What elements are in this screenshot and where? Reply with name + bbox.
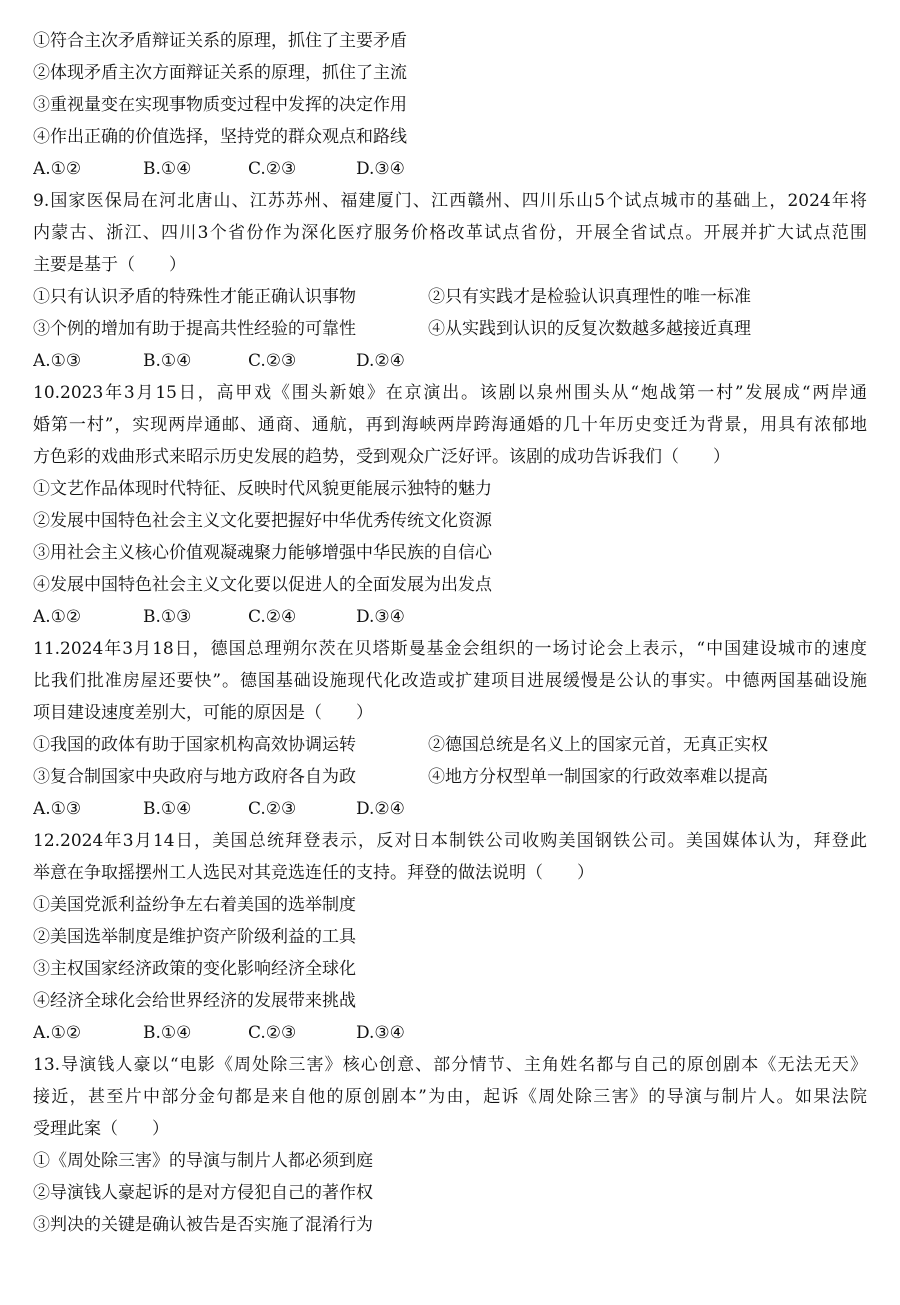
q8-option-1: ①符合主次矛盾辩证关系的原理，抓住了主要矛盾: [33, 31, 407, 51]
answer-choice-d: D.③④: [356, 159, 405, 179]
q9-option-3: ③个例的增加有助于提高共性经验的可靠性: [33, 319, 356, 339]
answer-choice-a: A.①③: [33, 799, 82, 819]
q9-option-1: ①只有认识矛盾的特殊性才能正确认识事物: [33, 287, 356, 307]
answer-choice-a: A.①②: [33, 1023, 82, 1043]
q10-option-2: ②发展中国特色社会主义文化要把握好中华优秀传统文化资源: [33, 511, 492, 531]
q13-stem-line-2: 接近，甚至片中部分金句都是来自他的原创剧本”为由，起诉《周处除三害》的导演与制片人。如果法院: [33, 1087, 867, 1107]
q11-option-2: ②德国总统是名义上的国家元首，无真正实权: [428, 735, 768, 755]
answer-choice-a: A.①②: [33, 607, 82, 627]
q11-option-row-2: [33, 761, 867, 793]
q9-option-4: ④从实践到认识的反复次数越多越接近真理: [428, 319, 751, 339]
q9-stem-line-3: 主要是基于（ ）: [33, 255, 186, 275]
q10-option-3: ③用社会主义核心价值观凝魂聚力能够增强中华民族的自信心: [33, 543, 492, 563]
q10-option-1: ①文艺作品体现时代特征、反映时代风貌更能展示独特的魅力: [33, 479, 492, 499]
q12-option-2: ②美国选举制度是维护资产阶级利益的工具: [33, 927, 356, 947]
q10-answer-row: [33, 601, 867, 633]
answer-choice-c: C.②③: [248, 351, 297, 371]
q11-stem-line-2: 比我们批准房屋还要快”。德国基础设施现代化改造或扩建项目进展缓慢是公认的事实。中德两国基础设施: [33, 671, 867, 691]
answer-choice-d: D.③④: [356, 1023, 405, 1043]
q11-stem-line-3: 项目建设速度差别大，可能的原因是（ ）: [33, 703, 373, 723]
q13-option-1: ①《周处除三害》的导演与制片人都必须到庭: [33, 1151, 373, 1171]
answer-choice-c: C.②④: [248, 607, 297, 627]
q12-answer-row: [33, 1017, 867, 1049]
q12-option-4: ④经济全球化会给世界经济的发展带来挑战: [33, 991, 356, 1011]
answer-choice-b: B.①④: [143, 159, 192, 179]
answer-choice-d: D.②④: [356, 799, 405, 819]
q13-stem-line-3: 受理此案（ ）: [33, 1119, 169, 1139]
q12-option-3: ③主权国家经济政策的变化影响经济全球化: [33, 959, 356, 979]
q9-option-row-2: [33, 313, 867, 345]
q13-stem-line-1: 13.导演钱人豪以“电影《周处除三害》核心创意、部分情节、主角姓名都与自己的原创剧本《无法无天》: [33, 1055, 867, 1075]
q8-option-3: ③重视量变在实现事物质变过程中发挥的决定作用: [33, 95, 407, 115]
q9-option-2: ②只有实践才是检验认识真理性的唯一标准: [428, 287, 751, 307]
answer-choice-c: C.②③: [248, 1023, 297, 1043]
answer-choice-b: B.①④: [143, 799, 192, 819]
q8-option-2: ②体现矛盾主次方面辩证关系的原理，抓住了主流: [33, 63, 407, 83]
q13-option-2: ②导演钱人豪起诉的是对方侵犯自己的著作权: [33, 1183, 373, 1203]
answer-choice-b: B.①④: [143, 351, 192, 371]
answer-choice-a: A.①③: [33, 351, 82, 371]
q10-stem-line-3: 方色彩的戏曲形式来昭示历史发展的趋势，受到观众广泛好评。该剧的成功告诉我们（ ）: [33, 447, 730, 467]
q11-option-4: ④地方分权型单一制国家的行政效率难以提高: [428, 767, 768, 787]
q11-answer-row: [33, 793, 867, 825]
q11-option-row-1: [33, 729, 867, 761]
q9-stem-line-1: 9.国家医保局在河北唐山、江苏苏州、福建厦门、江西赣州、四川乐山5个试点城市的基础上，2024年将: [33, 191, 867, 211]
q9-option-row-1: [33, 281, 867, 313]
answer-choice-b: B.①④: [143, 1023, 192, 1043]
q10-option-4: ④发展中国特色社会主义文化要以促进人的全面发展为出发点: [33, 575, 492, 595]
q11-option-3: ③复合制国家中央政府与地方政府各自为政: [33, 767, 356, 787]
answer-choice-b: B.①③: [143, 607, 192, 627]
answer-choice-c: C.②③: [248, 799, 297, 819]
q11-stem-line-1: 11.2024年3月18日，德国总理朔尔茨在贝塔斯曼基金会组织的一场讨论会上表示，“中国建设城市的速度: [33, 639, 867, 659]
q13-option-3: ③判决的关键是确认被告是否实施了混淆行为: [33, 1215, 373, 1235]
answer-choice-d: D.③④: [356, 607, 405, 627]
answer-choice-a: A.①②: [33, 159, 82, 179]
answer-choice-d: D.②④: [356, 351, 405, 371]
q9-answer-row: [33, 345, 867, 377]
q10-stem-line-1: 10.2023年3月15日，高甲戏《围头新娘》在京演出。该剧以泉州围头从“炮战第一村”发展成“两岸通: [33, 383, 867, 403]
answer-choice-c: C.②③: [248, 159, 297, 179]
q12-stem-line-1: 12.2024年3月14日，美国总统拜登表示，反对日本制铁公司收购美国钢铁公司。美国媒体认为，拜登此: [33, 831, 867, 851]
q9-stem-line-2: 内蒙古、浙江、四川3个省份作为深化医疗服务价格改革试点省份，开展全省试点。开展并扩大试点范围: [33, 223, 867, 243]
q12-option-1: ①美国党派利益纷争左右着美国的选举制度: [33, 895, 356, 915]
q10-stem-line-2: 婚第一村”，实现两岸通邮、通商、通航，再到海峡两岸跨海通婚的几十年历史变迁为背景，用具有浓郁地: [33, 415, 867, 435]
q8-answer-row: [33, 153, 867, 185]
q8-option-4: ④作出正确的价值选择，坚持党的群众观点和路线: [33, 127, 407, 147]
q12-stem-line-2: 举意在争取摇摆州工人选民对其竞选连任的支持。拜登的做法说明（ ）: [33, 863, 594, 883]
q11-option-1: ①我国的政体有助于国家机构高效协调运转: [33, 735, 356, 755]
